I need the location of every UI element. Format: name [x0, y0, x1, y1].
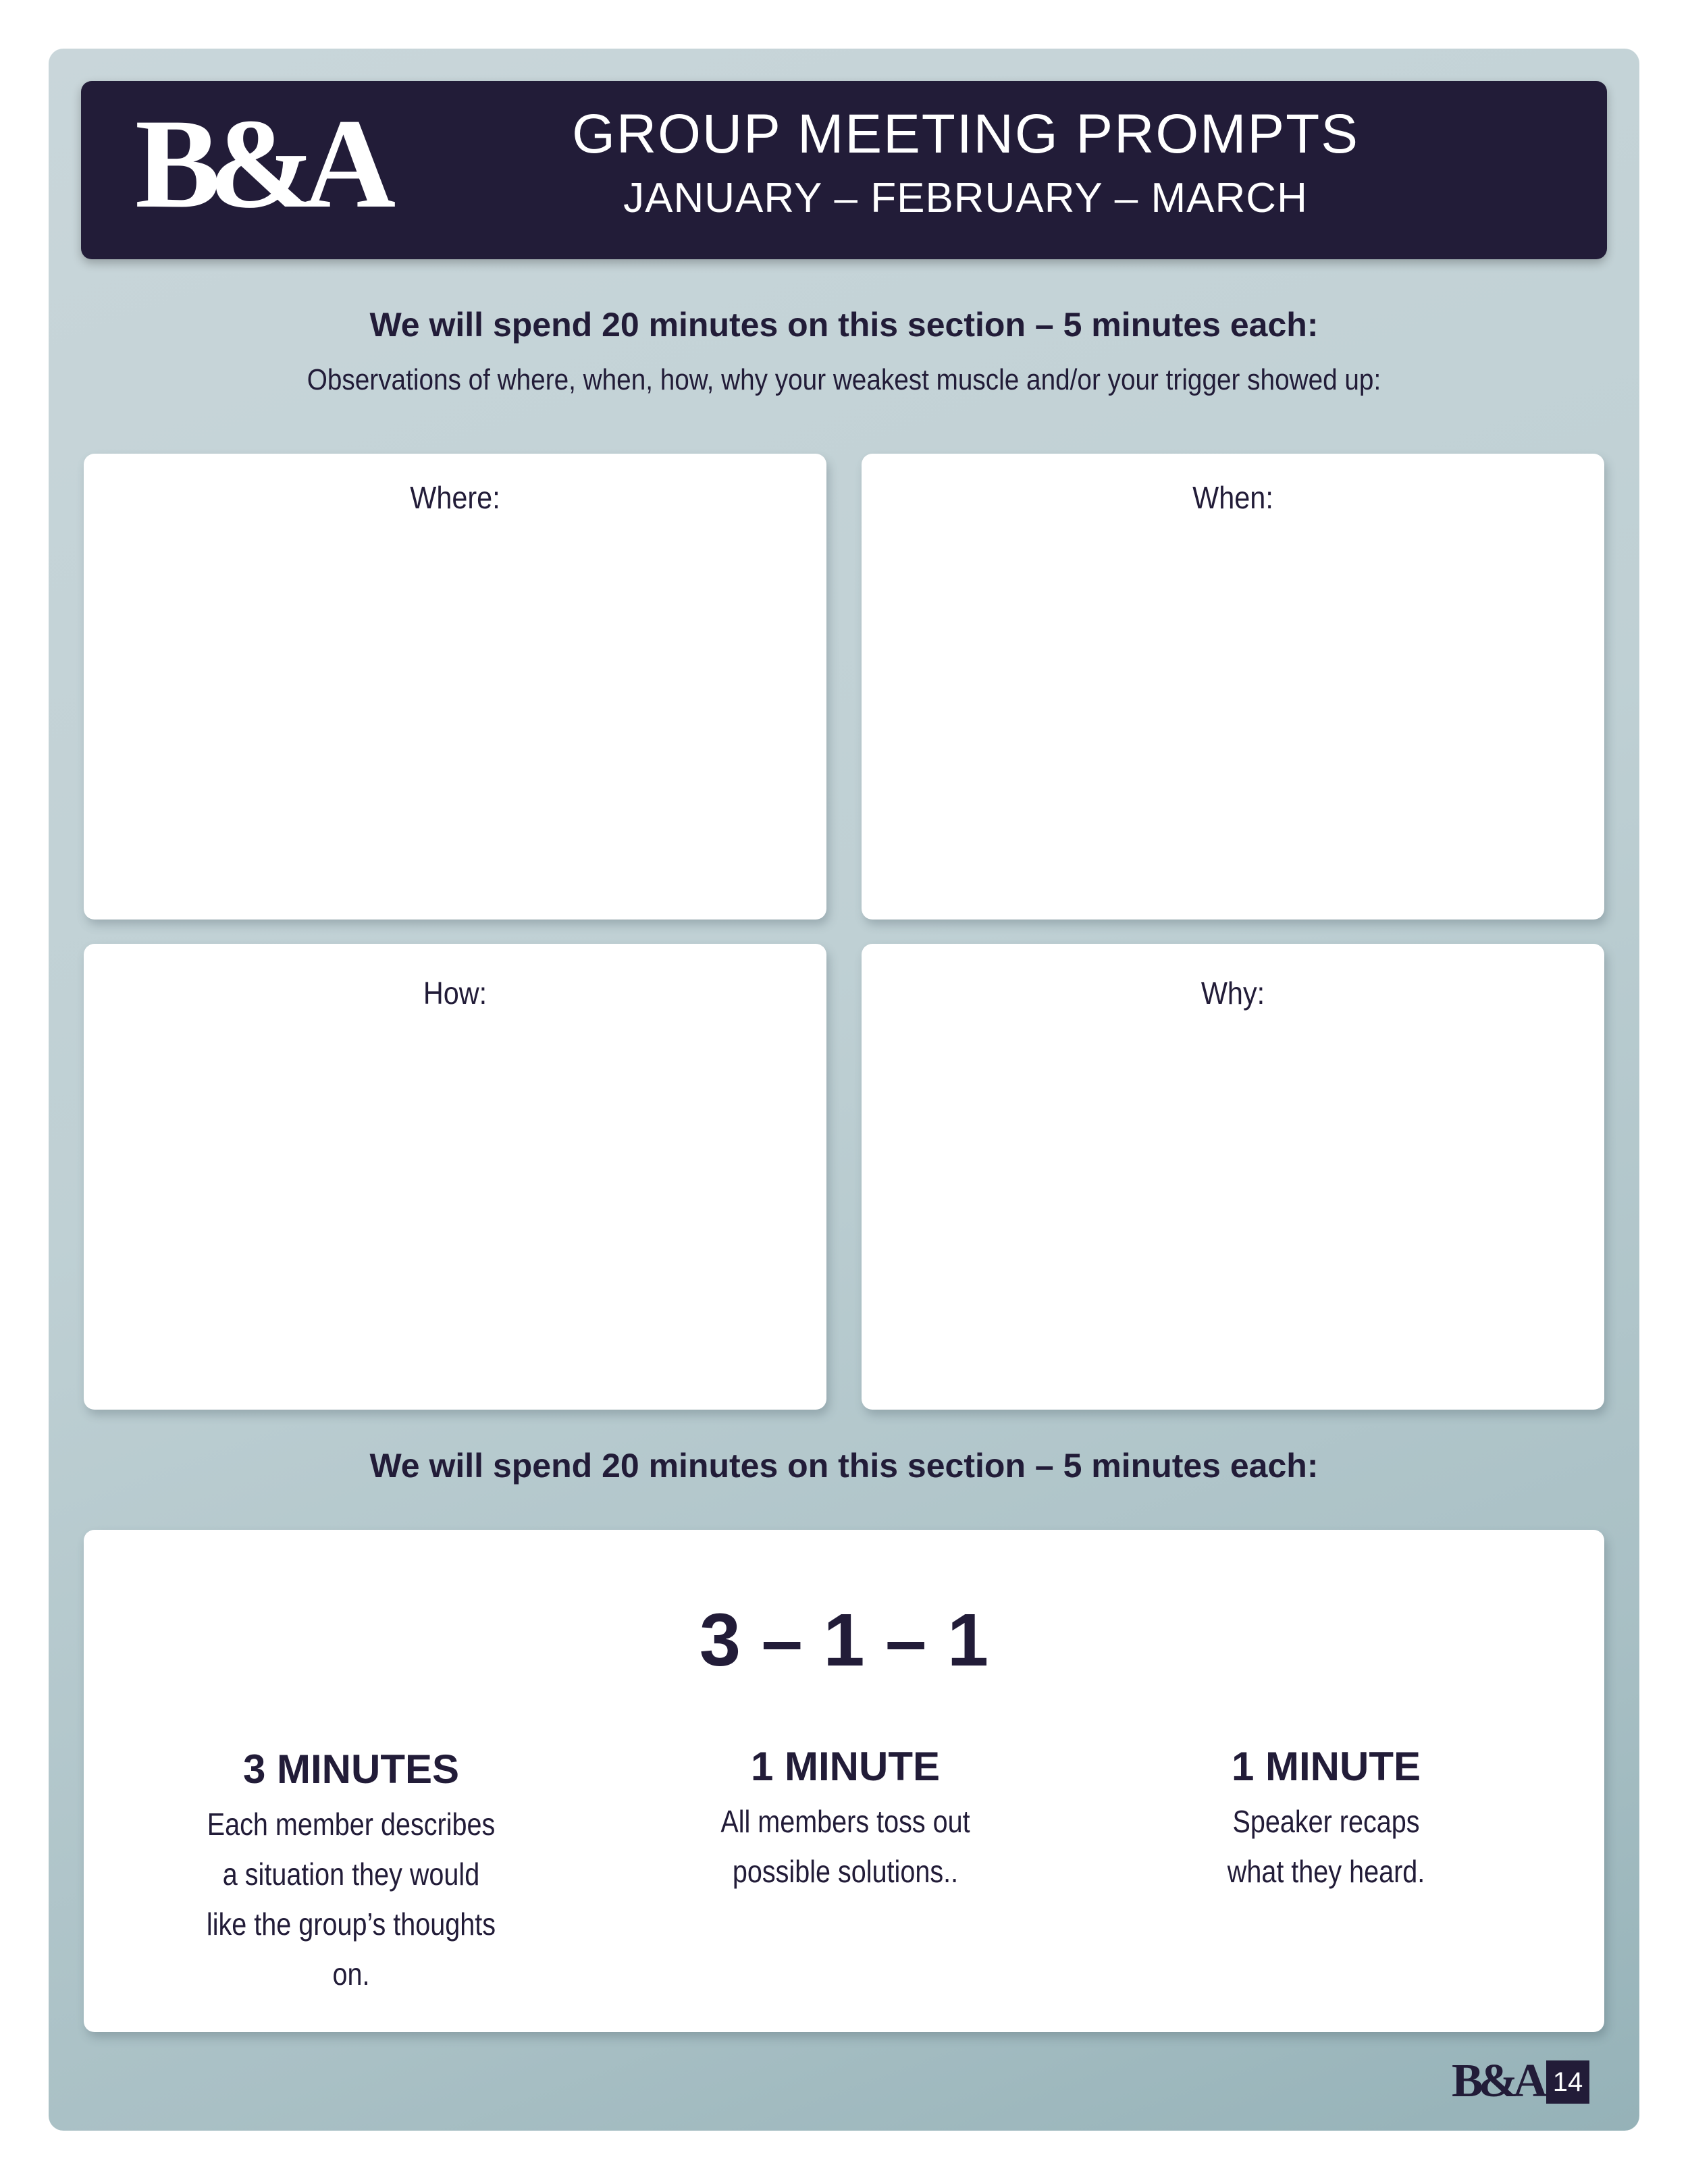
step-description: Speaker recaps what they heard.: [1227, 1804, 1425, 1889]
when-label: When:: [1192, 480, 1273, 515]
when-box[interactable]: [862, 454, 1604, 920]
section2-heading: We will spend 20 minutes on this section – 5 minutes each:: [369, 1447, 1319, 1485]
section1-heading: We will spend 20 minutes on this section – 5 minutes each:: [369, 306, 1319, 344]
header-logo-text: B&A: [135, 93, 384, 235]
ratio-heading: 3 – 1 – 1: [699, 1599, 989, 1682]
page-subtitle: JANUARY – FEBRUARY – MARCH: [623, 175, 1308, 221]
where-label: Where:: [410, 480, 500, 515]
page-title: GROUP MEETING PROMPTS: [572, 103, 1359, 165]
how-label: How:: [423, 976, 487, 1011]
step-title: 1 MINUTE: [1231, 1744, 1421, 1789]
where-box[interactable]: [84, 454, 826, 920]
step-one-minute-solutions: [629, 1743, 1061, 1896]
page-number: 14: [1546, 2060, 1589, 2104]
why-box[interactable]: [862, 944, 1604, 1410]
step-title: 1 MINUTE: [750, 1744, 941, 1789]
step-title: 3 MINUTES: [242, 1747, 460, 1792]
section1-instructions: Observations of where, when, how, why your weakest muscle and/or your trigger showed up:: [307, 363, 1381, 396]
how-box[interactable]: [84, 944, 826, 1410]
step-description: All members toss out possible solutions..: [720, 1804, 970, 1889]
why-label: Why:: [1201, 976, 1265, 1011]
step-one-minute-recap: [1110, 1743, 1542, 1896]
step-three-minutes: [135, 1746, 567, 1999]
footer-logo: B&A: [1452, 2055, 1543, 2107]
three-one-one-card: [84, 1530, 1604, 2032]
header-logo: [135, 93, 384, 235]
step-description: Each member describes a situation they would like the group’s thoughts on.: [206, 1807, 496, 1992]
